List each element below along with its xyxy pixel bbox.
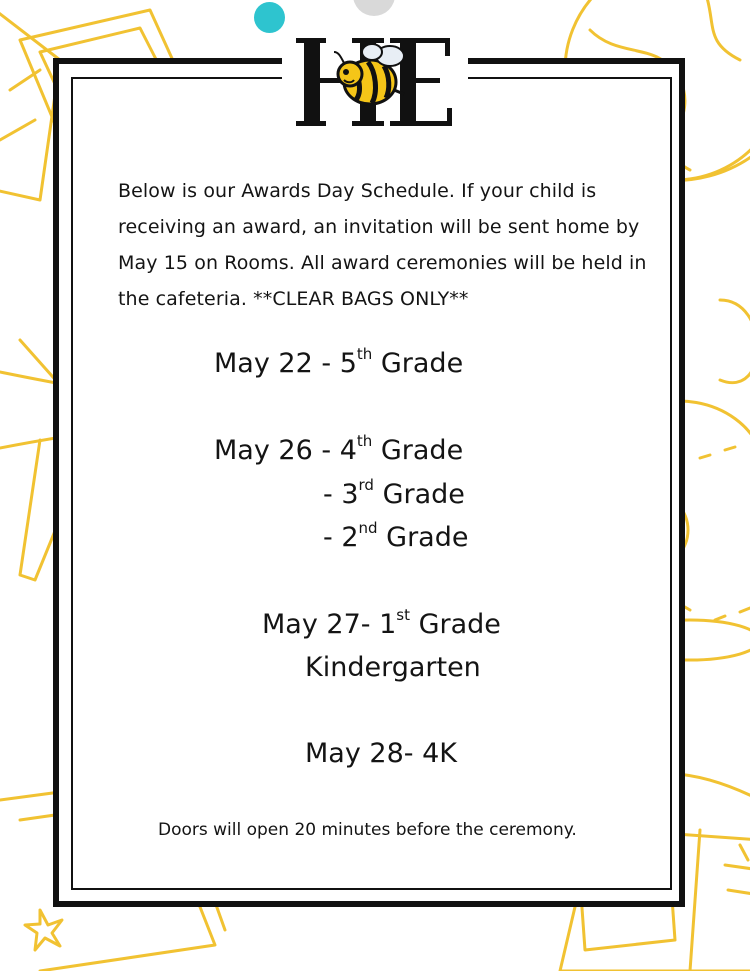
grade-label: Grade <box>382 479 465 510</box>
schedule-line <box>262 608 501 642</box>
schedule-line <box>214 434 463 468</box>
grade-label: Grade <box>418 609 501 640</box>
schedule-date: May 22 - <box>214 348 332 379</box>
grade-suffix: th <box>356 345 373 363</box>
schedule-dash: - <box>323 479 333 510</box>
grade-suffix: nd <box>358 519 378 537</box>
grade-suffix: rd <box>358 476 374 494</box>
schedule-line <box>305 737 457 771</box>
schedule-line <box>323 521 468 555</box>
schedule-line <box>323 478 465 512</box>
school-logo <box>282 30 468 132</box>
grade-number: 5 <box>339 348 357 379</box>
grade-label: Grade <box>380 435 464 466</box>
grade-label: Kindergarten <box>305 652 481 683</box>
grade-label: Grade <box>386 522 469 553</box>
schedule-date: May 28- <box>305 738 414 769</box>
grade-suffix: th <box>356 432 373 450</box>
grade-label: Grade <box>380 348 464 379</box>
schedule-line <box>305 651 481 685</box>
intro-paragraph: Below is our Awards Day Schedule. If your child is receiving an award, an invitation will be sent home by May 15 on Rooms. All award ceremonies will be held in the cafeteria. **CLEAR BAGS ONLY** <box>118 180 653 310</box>
schedule-dash: - <box>323 522 333 553</box>
bee-icon <box>334 44 404 104</box>
schedule-date: May 26 - <box>214 435 332 466</box>
teal-dot <box>254 2 285 33</box>
grade-number: 4 <box>339 435 357 466</box>
grade-number: 3 <box>341 479 359 510</box>
schedule-line <box>214 347 463 381</box>
schedule-date: May 27- <box>262 609 371 640</box>
grade-number: 1 <box>379 609 397 640</box>
footer-note: Doors will open 20 minutes before the ceremony. <box>158 820 577 840</box>
grade-label: 4K <box>422 738 457 769</box>
grade-number: 2 <box>341 522 359 553</box>
grade-suffix: st <box>396 606 410 624</box>
